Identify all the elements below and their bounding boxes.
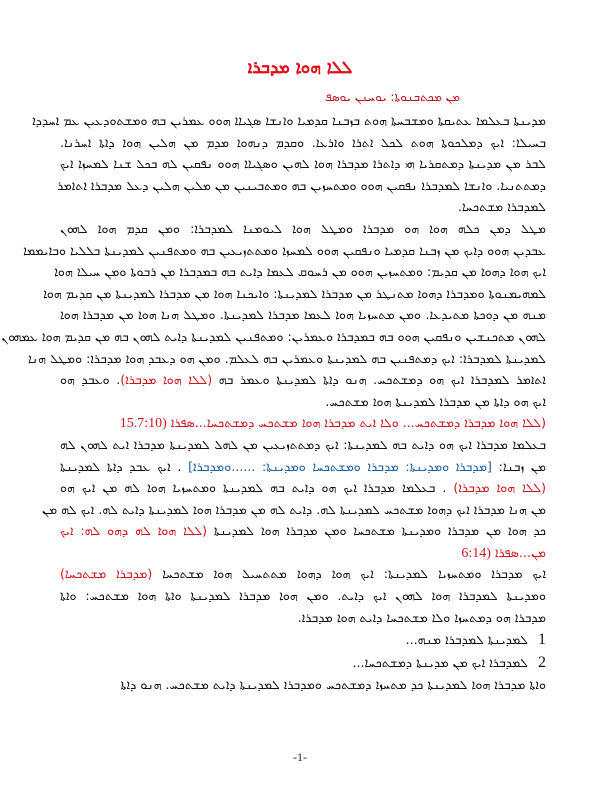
text-line: ܠܡܕܝܢܬܐ ܠܡܕܒܪܐ: ܐܝܟ ܕܡܬܦܢܝܢ ܒܗ ܠܡܕܝܢܬܐ ܘܥܡܪܝܢ ܒܗ ܠܥܠܡ. ܘܡܢ ܗܘ ܕܥܒܕ ܗܘܐ ܡܕܒܪܐ: ܘܡܛܠ ܗܢܐ <box>28 350 546 366</box>
text-line: ܘܡܕܝܢܬܐ ܠܡܕܒܪܐ ܗܘܐ ܠܗܘܢ ܐܝܟ ܕܐܝܬ. ܘܡܢ ܗܘܐ ܡܕܒܪܐ ܠܡܕܝܢܬܐ ܘܐܬܐ ܗܘܐ ܡܫܬܟܚ: ܘܐܬܐ <box>60 588 546 604</box>
text-line: ܠܗܘܢ ܡܬܟܢܫܝܢ ܘܢܦܩܝܢ ܗܘܘ ܒܗ ܒܡܕܒܪܐ ܘܥܡܪܝܢ: ܘܡܬܦܢܝܢ ܠܡܕܝܢܬܐ ܕܐܝܬ ܠܗܘܢ ܒܗ ܡܢ ܩܕܝܡ ܗܘܐ ܥܡܗܘܢ <box>1 328 546 344</box>
text-fragment: . ܐܝܟ ܥܒܕ ܕܐܬܐ ܠܡܕܝܢܬܐ <box>60 458 182 474</box>
text-line: ܕܡܬܬܢܝܐ. ܘܐܢܫܐ ܠܡܕܒܪܐ ܢܦܩܝܢ ܗܘܘ ܘܡܬܚܙܝܢ ܒܗ ܘܡܬܒܝܢܝܢ ܡܢ ܡܠܝܢ ܗܠܝܢ ܕܥܠ ܡܕܒܪܐ ܐܬܐܡܪ <box>57 177 546 193</box>
text-line: ܒܚܝܠܐ: ܐܝܟ ܕܡܠܟܘܬܐ ܗܘܬ ܠܟܠ ܐܬܪܐ ܘܐܪܥܐ. ܘܩܕܡ ܕܢܗܘܐ ܡܕܡ ܡܢ ܗܠܝܢ ܗܘܐ ܕܐܬܐ ܐܚܪܢܐ. <box>60 134 546 150</box>
page-number: -1- <box>293 750 307 764</box>
text-line: ܠܡܕܒܪܐ ܡܫܬܟܚܐ. <box>457 199 546 215</box>
list-text: ܠܡܕܝܢܬܐ ܠܡܕܒܪܐ ܡܢܗ... <box>405 632 528 648</box>
text-line: ܡܕܒܪܐ ܗܘ ܕܡܬܚܙܐ ܘܠܐ ܡܫܬܟܚܐ ܕܐܝܬ ܗܘܐ ܡܕܒܪܐ. <box>297 609 546 625</box>
text-line: ܡܢ ܗܢܐ ܡܕܒܪܐ ܐܝܟ ܕܗܘܐ ܡܫܬܟܚ ܠܡܕܝܢܬܐ ܠܗ. ܕܐܝܬ ܠܗ ܡܢ ܡܕܒܪܐ ܗܘܐ ܠܡܕܝܢܬܐ ܕܐܝܬ ܠܗ. ܐܝܟ ܠܗ ܡܢ <box>42 501 546 517</box>
list-item <box>60 628 546 651</box>
author-line: ܡܢ ܡܟܬܒܢܘܬܐ: ܝܘܚܢܢ ܝܘܣܦ <box>324 90 460 104</box>
list-number: 1 <box>538 631 546 649</box>
text-line: ܡܢܗ ܡܢ ܕܘܟܬܐ ܡܬܝܕܥܐ. ܘܡܢ ܡܬܚܙܝܐ ܗܘܐ ܠܥܡܐ ܡܕܒܪܐ ܠܡܕܝܢܬܐ. ܘܡܛܠ ܗܢܐ ܗܘܐ ܡܢ ܡܕܒܪܐ ܗܘܐ <box>60 307 546 323</box>
scripture-reference: 6:14) <box>461 545 491 561</box>
text-line: ܠܡܗܝܡܢܘܬܐ ܘܡܕܒܪܐ ܕܗܘܐ ܡܬܢܛܪ ܡܢ ܡܕܒܪܐ ܠܡܕܝܢܬܐ: ܘܐܝܟܢܐ ܗܘܐ ܡܢ ܡܕܒܪܐ ܠܡܕܝܢܬܐ ܡܢ ܩܕܝܡ ܗܘܐ <box>43 285 546 301</box>
quote-line <box>60 542 546 564</box>
text-line: ܡܛܠ ܕܡܢ ܟܠܗ ܗܘܐ ܗܘ ܡܕܒܪܐ ܘܡܛܠ ܗܘܐ ܠܝܘܡܢܐ ܠܡܕܒܪܐ: ܘܡܢ ܩܕܡ ܗܘܐ ܠܗܘܢ <box>60 220 546 236</box>
bracket-quote: [ܡܕܒܪܐ ܘܡܕܝܢܬܐ: ܡܕܒܪܐ ܘܡܫܬܟܚܐ ܘܡܕܝܢܬܐ: ......ܘܡܕܒܪܐ] <box>188 458 492 474</box>
body-text <box>1 110 546 696</box>
term-tag: (ܡܕܒܪܐ ܡܫܬܟܚܐ) <box>60 566 153 582</box>
scripture-quote: (ܠܠܐ ܗܘܐ ܡܕܒܪܐ ܕܡܫܬܟܚ... ܘܠܐ ܐܝܬ ܡܕܒܪܐ ܗܘܐ ܡܫܬܟܚ ܕܡܫܬܟܚܐ...ܣܦܪܐ <box>170 415 546 431</box>
text-line: ܘܐܬܐ ܡܕܒܪܐ ܗܘܐ ܠܡܕܝܢܬܐ ܟܕ ܡܬܚܙܐ ܕܡܫܬܟܚ ܘܡܕܒܪܐ ܠܡܕܝܢܬܐ ܕܐܝܬ ܡܫܬܟܚ. ܗܢܘ ܕܐܬܐ <box>120 677 546 693</box>
quote-line <box>60 412 546 434</box>
text-line <box>60 456 546 478</box>
text-line <box>60 520 546 542</box>
text-fragment: . ܒܥܠܡܐ ܡܕܒܪܐ ܐܝܟ ܗܘ ܕܐܝܬ ܒܗ ܠܡܕܝܢܬܐ ܘܡܬܚܙܝܐ ܗܘܐ ܠܗ ܡܢ ܐܝܟ ܗܘ <box>60 480 447 496</box>
text-line <box>60 563 546 585</box>
text-line <box>60 477 546 499</box>
list-number: 2 <box>538 654 546 672</box>
text-line: ܐܝܟ ܗܘܐ ܕܗܘܐ ܡܢ ܩܕܝܡ: ܘܡܬܚܙܝܢ ܗܘܘ ܡܢ ܪܚܘܩ ܠܥܡܐ ܕܐܝܬ ܒܗ ܒܡܕܒܪܐ ܡܢ ܪܒܘܬܐ ܘܡܢ ܚܝܠܐ ܗܘܐ <box>54 264 546 280</box>
text-line: ܡܕܝܢܬܐ ܒܥܠܡܐ ܥܬܝܩܬܐ ܘܡܫܒܚܬܐ ܗܘܬ ܒܙܒܢܐ ܩܕܡܝܐ ܘܐܢܫܐ ܣܓܝܐܐ ܗܘܘ ܥܡܪܝܢ ܒܗ ܘܡܫܬܘܕܥܝܢ ܥܡ ܐܚܕܕܐ <box>32 113 546 128</box>
list-text: ܠܡܕܒܪܐ ܐܝܟ ܡܢ ܡܕܝܢܬܐ ܕܡܫܬܟܚܐ... <box>352 655 528 671</box>
scripture-reference: 15.7:10) <box>119 416 167 432</box>
text-fragment: ܟܕ ܗܘܐ ܡܢ ܡܕܒܪܐ ܘܡܕܝܢܬܐ ܡܫܬܟܚܐ ܘܡܢ ܡܕܒܪܐ ܗܘܐ ܠܡܕܝܢܬܐ <box>213 523 546 539</box>
text-line: ܒܥܠܡܐ ܡܕܒܪܐ ܐܝܟ ܗܘ ܕܐܝܬ ܒܗ ܠܡܕܝܢܬܐ: ܐܝܟ ܕܡܬܬܙܝܥܝܢ ܡܢ ܠܗܠ ܠܡܕܝܢܬܐ ܡܕܒܪܐ ܐܝܬ ܠܗܘܢ ܠܗ <box>60 436 546 452</box>
text-line: ܠܒܪ ܡܢ ܡܕܝܢܬܐ ܕܡܬܩܪܝܐ ܗܝ ܕܐܬܪܐ ܡܕܒܪܐ ܗܘܐ ܠܗܝܢ ܘܣܓܝܐܐ ܗܘܘ ܢܦܩܝܢ ܠܗ ܒܟܠ ܫܢܐ ܠܡܚܙܐ ܐܝܟ <box>60 156 546 172</box>
list-item <box>60 651 546 674</box>
text-fragment: ܐܝܟ ܡܕܒܪܐ ܘܡܬܚܙܝܐ ܠܡܕܝܢܬܐ: ܐܝܟ ܗܘܐ ܕܗܘܐ ܡܬܬܚܝܠ ܗܘܐ ܡܫܬܟܚܐ <box>162 566 546 582</box>
title-reference: (ܠܠܐ ܗܘܐ ܡܕܒܪܐ) <box>453 480 546 496</box>
text-fragment: ܡܢ ܙܒܢܐ: <box>498 458 546 474</box>
scripture-quote: (ܠܠܐ ܗܘܐ ܠܗ ܕܗܘ ܠܗ: ܐܝܟ <box>60 523 208 539</box>
scripture-quote-cont: ܡܢ...ܣܦܪܐ <box>494 544 546 560</box>
text-line: ܐܬܐܡܪ ܠܡܕܒܪܐ ܐܝܟ ܗܘ ܕܡܫܬܟܚ. ܗܢܘ ܕܐܬܐ ܠܡܕܝܢܬܐ ܘܥܡܪ ܒܗ (ܠܠܐ ܗܘܐ ܡܕܒܪܐ). ܘܥܒܕ ܗܘ <box>60 372 546 388</box>
page-title: ܠܠܐ ܗܘܐ ܡܕܒܪܐ <box>247 58 353 78</box>
text-line: ܥܒܕܝܢ ܗܘܘ ܕܐܝܟ ܡܢ ܙܒܢܐ ܩܕܡܝܐ ܘܢܦܩܝܢ ܗܘܘ ܠܡܚܙܐ ܘܡܬܬܙܝܥܝܢ ܒܗ ܘܡܬܦܢܝܢ ܠܡܕܝܢܬܐ ܒܠܠܝܐ ܘܒܐܝܡܡܐ <box>23 242 546 258</box>
text-line: ܐܝܟ ܗܘ ܕܐܬܐ ܡܢ ܡܕܒܪܐ ܠܡܕܝܢܬܐ ܗܘܐ ܡܫܬܟܚ. <box>325 393 546 409</box>
